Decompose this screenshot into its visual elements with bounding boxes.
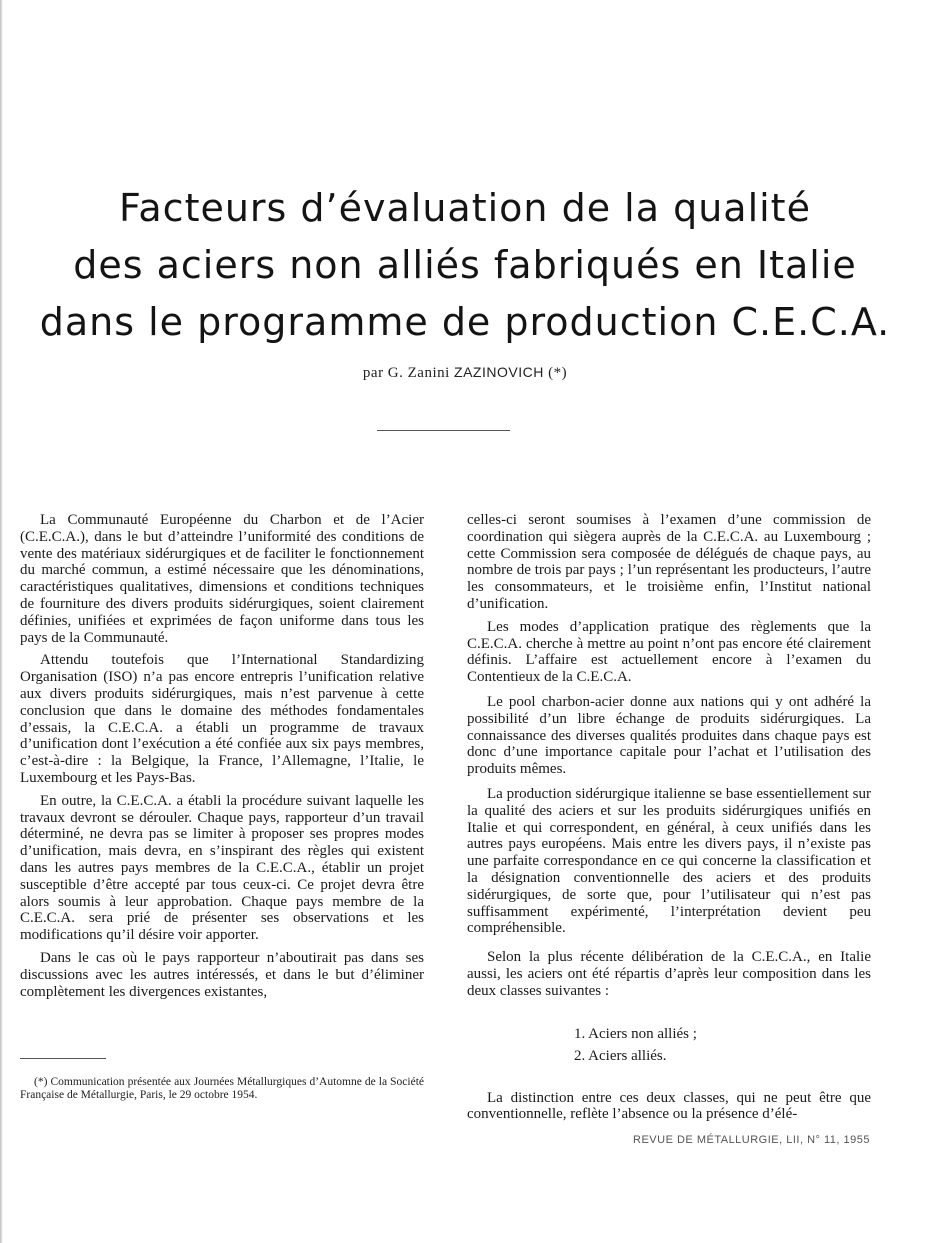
paragraph: Attendu toutefois que l’International Standardizing Organisation (ISO) n’a pas encore entrepris l’unification relative aux divers produits sidérurgiques, mais n’est parvenue à cette conclusion que dans le domaine des méthodes fondamentales d’essais, la C.E.C.A. a établi un programme de travaux d’unification dont l’exécution a été confiée aux six pays membres, c’est-à-dire : la Belgique, la France, l’Allemagne, l’Italie, le Luxembourg et les Pays-Bas. bbox=[20, 652, 424, 786]
title-line-2: des aciers non alliés fabriqués en Italie bbox=[73, 243, 857, 287]
byline bbox=[0, 364, 930, 382]
article-title bbox=[0, 180, 930, 351]
paragraph: La distinction entre ces deux classes, qui ne peut être que conventionnelle, reflète l’absence ou la présence d’élé- bbox=[467, 1089, 871, 1123]
list-item: 1. Aciers non alliés ; bbox=[574, 1025, 697, 1042]
title-line-3: dans le programme de production C.E.C.A. bbox=[39, 300, 891, 344]
column-right bbox=[467, 512, 871, 1129]
running-footer: REVUE DE MÉTALLURGIE, LII, N° 11, 1955 bbox=[633, 1134, 870, 1146]
footnote-text: (*) Communication présentée aux Journées Métallurgiques d’Automne de la Société Française de Métallurgie, Paris, le 29 octobre 1954. bbox=[20, 1076, 424, 1101]
list-item: 2. Aciers alliés. bbox=[574, 1047, 667, 1064]
author-name: ZAZINOVICH bbox=[454, 364, 544, 380]
paragraph: Le pool charbon-acier donne aux nations qui y ont adhéré la possibilité d’un libre échange de produits sidérurgiques. La connaissance des diverses qualités produites dans chaque pays est donc d’une importance capitale pour l’achat et l’utilisation des produits mêmes. bbox=[467, 693, 871, 778]
title-divider bbox=[377, 430, 510, 431]
paragraph: Les modes d’application pratique des règlements que la C.E.C.A. cherche à mettre au point n’ont pas encore été clairement définis. L’affaire est actuellement encore à l’examen du Contentieux de la C.E.C.A. bbox=[467, 618, 871, 686]
steel-classes-list bbox=[467, 1023, 871, 1067]
footnote-marker: (*) bbox=[548, 365, 568, 381]
footnote-divider bbox=[20, 1058, 106, 1059]
paragraph: Dans le cas où le pays rapporteur n’aboutirait pas dans ses discussions avec les autres intéressés, et dans le but d’éliminer complètement les divergences existantes, bbox=[20, 949, 424, 1000]
footnote bbox=[20, 1076, 424, 1101]
byline-prefix: par G. Zanini bbox=[362, 365, 450, 381]
paragraph: En outre, la C.E.C.A. a établi la procédure suivant laquelle les travaux devront se dérouler. Chaque pays, rapporteur d’un travail déterminé, ne devra pas se limiter à proposer ses propres modes d’unification, mais devra, en s’inspirant des règles qui existent dans les autres pays membres de la C.E.C.A., établir un projet susceptible d’être accepté par tous ceux-ci. Ce projet devra être alors soumis à leur approbation. Chaque pays membre de la C.E.C.A. sera prié de présenter ses observations et les modifications qu’il désire voir apporter. bbox=[20, 792, 424, 944]
paragraph: La Communauté Européenne du Charbon et de l’Acier (C.E.C.A.), dans le but d’atteindre l’uniformité des conditions de vente des matériaux sidérurgiques et de faciliter le fonctionnement du marché commun, a estimé nécessaire que les dénominations, caractéristiques qualitatives, dimensions et conditions techniques de fourniture des divers produits sidérurgiques, soient clairement définies, unifiées et exprimées de façon uniforme dans tous les pays de la Communauté. bbox=[20, 512, 424, 646]
column-left bbox=[20, 512, 424, 1006]
title-line-1: Facteurs d’évaluation de la qualité bbox=[119, 186, 811, 230]
paragraph: celles-ci seront soumises à l’examen d’une commission de coordination qui siègera auprès de la C.E.C.A. au Luxembourg ; cette Commission sera composée de délégués de chaque pays, au nombre de trois par pays ; l’un représentant les producteurs, l’autre les consommateurs, et le troisième enfin, l’Institut national d’unification. bbox=[467, 512, 871, 612]
paragraph: La production sidérurgique italienne se base essentiellement sur la qualité des aciers et sur les produits sidérurgiques unifiés en Italie et qui correspondent, en général, à ceux unifiés dans les autres pays européens. Mais entre les divers pays, il n’existe pas une parfaite correspondance en ce qui concerne la classification et la désignation conventionnelle des aciers et des produits sidérurgiques, de sorte que, pour l’utilisateur qui n’est pas suffisamment expérimenté, l’interprétation devient peu compréhensible. bbox=[467, 785, 871, 937]
paragraph: Selon la plus récente délibération de la C.E.C.A., en Italie aussi, les aciers ont été répartis d’après leur composition dans les deux classes suivantes : bbox=[467, 949, 871, 999]
